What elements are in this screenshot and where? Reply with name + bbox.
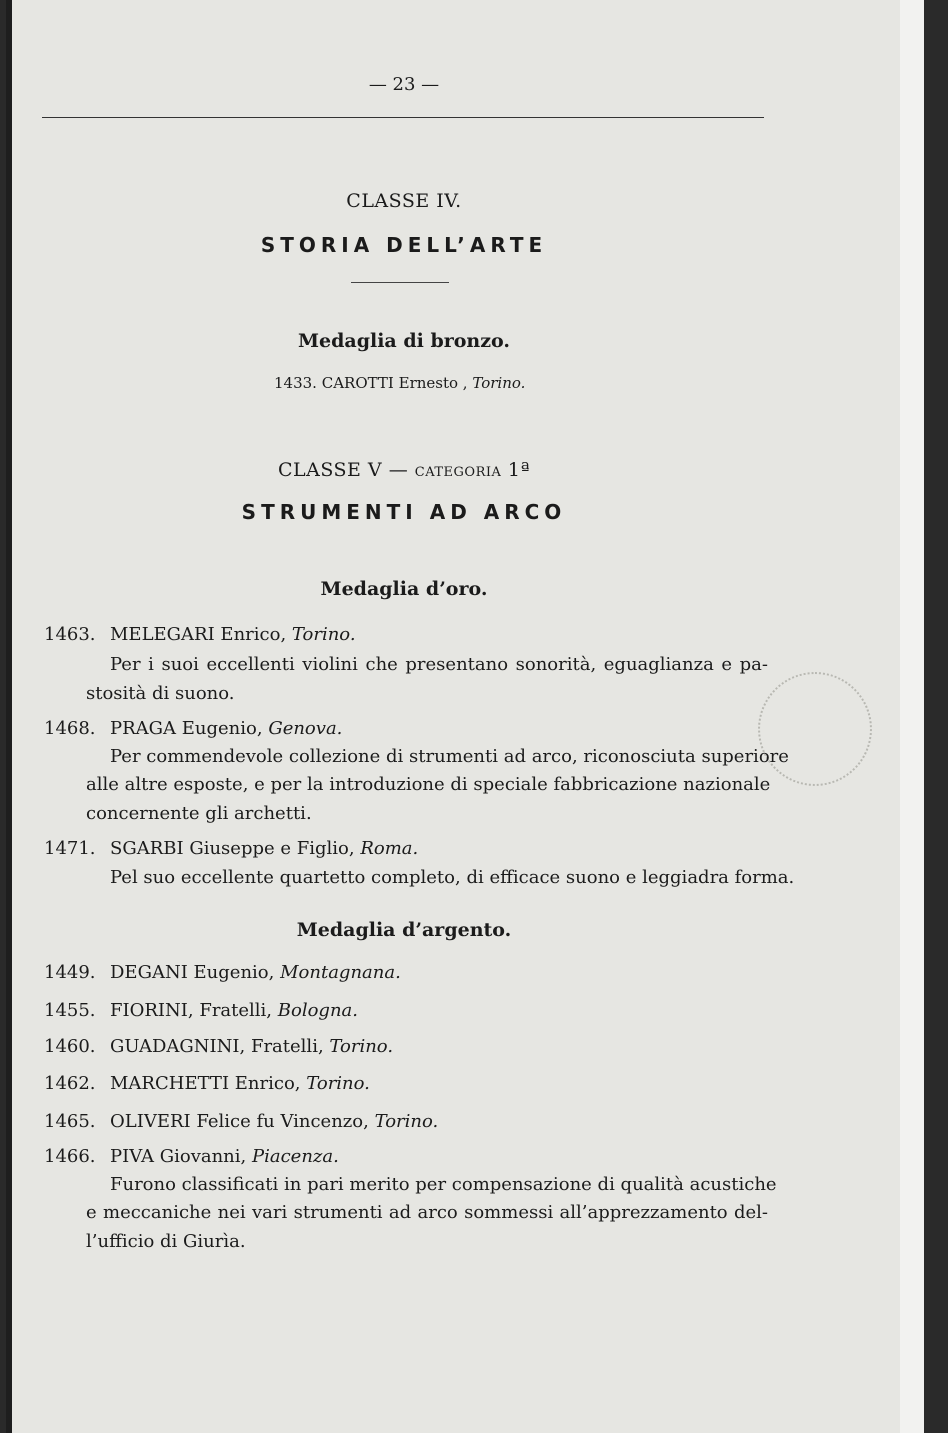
entry-description-line: Per i suoi eccellenti violini che presentano sonorità, eguaglianza e pa- (110, 654, 768, 675)
entry-place: Genova. (268, 718, 343, 739)
entry-name: DEGANI Eugenio, (110, 962, 275, 983)
entry-number: 1466. (44, 1146, 96, 1167)
entry-1455 (44, 1000, 358, 1022)
entry-name: SGARBI Giuseppe e Figlio, (110, 838, 355, 859)
entry-place: Torino. (291, 624, 356, 645)
entry-place: Bologna. (277, 1000, 358, 1021)
classe-iv-section-title: STORIA DELL’ARTE (260, 233, 548, 257)
entry-name: MELEGARI Enrico, (110, 624, 287, 645)
page-number: — 23 — (368, 74, 440, 95)
classe-iv-heading: CLASSE IV. (346, 190, 462, 212)
entry-1433 (274, 372, 525, 394)
entry-number: 1455. (44, 1000, 96, 1021)
section-divider (351, 282, 449, 283)
entry-place: Torino. (329, 1036, 394, 1057)
entry-description-line: stosità di suono. (86, 683, 235, 704)
entry-1465 (44, 1111, 438, 1133)
entry-place: Montagnana. (280, 962, 401, 983)
entry-number: 1460. (44, 1036, 96, 1057)
document-page (6, 0, 924, 1433)
gold-medal-heading: Medaglia d’oro. (320, 578, 488, 600)
entry-place: Torino. (374, 1111, 439, 1132)
silver-medal-heading: Medaglia d’argento. (296, 919, 512, 941)
entry-description-line: Per commendevole collezione di strumenti ad arco, riconosciuta superiore (110, 746, 789, 767)
entry-1466 (44, 1146, 339, 1168)
classe-v-heading-category: CATEGORIA (414, 465, 502, 480)
scan-right-edge (900, 0, 924, 1433)
entry-name: OLIVERI Felice fu Vincenzo, (110, 1111, 369, 1132)
entry-number: 1463. (44, 624, 96, 645)
scan-left-edge (6, 0, 12, 1433)
entry-number: 1449. (44, 962, 96, 983)
entry-name: PRAGA Eugenio, (110, 718, 263, 739)
entry-name: FIORINI, Fratelli, (110, 1000, 273, 1021)
entry-number: 1471. (44, 838, 96, 859)
entry-number: 1465. (44, 1111, 96, 1132)
entry-name: MARCHETTI Enrico, (110, 1073, 301, 1094)
entry-place: Roma. (360, 838, 419, 859)
entry-place: Piacenza. (252, 1146, 339, 1167)
classe-v-section-title: STRUMENTI AD ARCO (241, 500, 567, 524)
entry-number: 1462. (44, 1073, 96, 1094)
entry-description-line: Furono classificati in pari merito per compensazione di qualità acustiche (110, 1174, 777, 1195)
entry-1463 (44, 624, 356, 646)
entry-1449 (44, 962, 401, 984)
entry-name: GUADAGNINI, Fratelli, (110, 1036, 324, 1057)
entry-description-line: e meccaniche nei vari strumenti ad arco sommessi all’apprezzamento del- (86, 1202, 768, 1223)
classe-v-heading-number: 1ª (501, 459, 531, 481)
classe-v-heading (6, 459, 802, 481)
entry-name: PIVA Giovanni, (110, 1146, 247, 1167)
entry-name: CAROTTI Ernesto , (321, 374, 468, 392)
entry-number: 1433. (274, 374, 317, 392)
entry-description-line: Pel suo eccellente quartetto completo, di efficace suono e leggiadra forma. (110, 867, 795, 888)
entry-1471 (44, 838, 418, 860)
entry-place: Torino. (306, 1073, 370, 1094)
entry-1460 (44, 1036, 393, 1058)
entry-description-line: alle altre esposte, e per la introduzione di speciale fabbricazione nazionale (86, 774, 771, 795)
header-rule (42, 117, 764, 118)
entry-1468 (44, 718, 342, 740)
classe-v-heading-main: CLASSE V — (277, 459, 415, 481)
entry-description-line: concernente gli archetti. (86, 803, 312, 824)
entry-place: Torino. (472, 374, 526, 392)
entry-description-line: l’ufficio di Giurìa. (86, 1231, 246, 1252)
entry-number: 1468. (44, 718, 96, 739)
entry-1462 (44, 1073, 370, 1095)
library-stamp (758, 672, 872, 786)
bronze-medal-heading: Medaglia di bronzo. (297, 330, 510, 352)
